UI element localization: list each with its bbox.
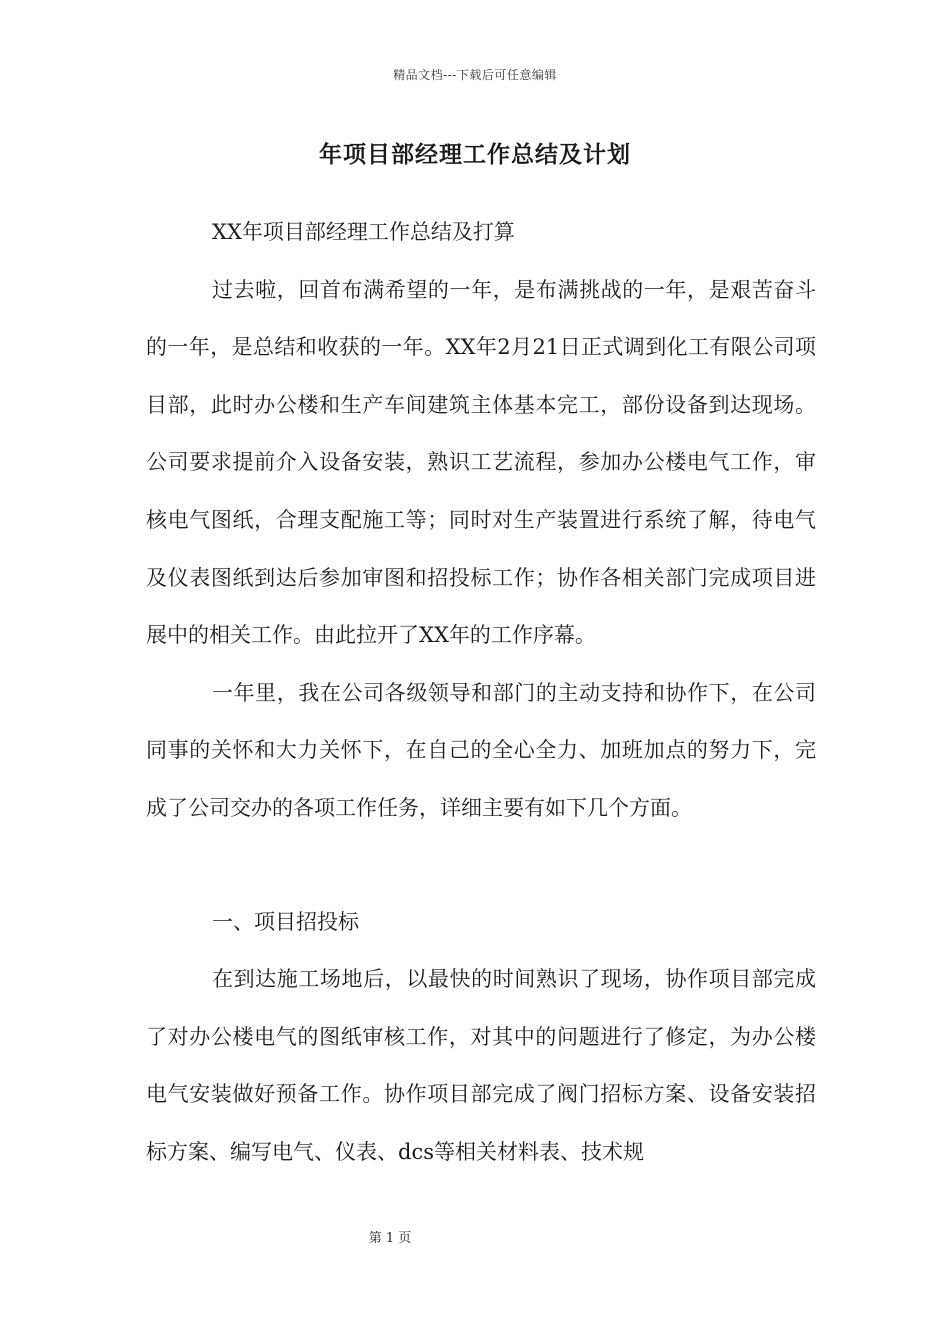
subtitle: XX年项目部经理工作总结及打算: [212, 220, 515, 244]
paragraph-2: 一年里，我在公司各级领导和部门的主动支持和协作下，在公司同事的关怀和大力关怀下，在自己的全心全力、加班加点的努力下，完成了公司交办的各项工作任务，详细主要有如下几个方面。: [146, 680, 816, 820]
document-title: 年项目部经理工作总结及计划: [319, 141, 631, 168]
paragraph-spacer: [146, 838, 816, 894]
section-paragraph: 在到达施工场地后，以最快的时间熟识了现场，协作项目部完成了对办公楼电气的图纸审核工作，对其中的问题进行了修定，为办公楼电气安装做好预备工作。协作项目部完成了阀门招标方案、设备安装招标方案、编写电气、仪表、dcs等相关材料表、技术规: [146, 967, 816, 1164]
page-header: 精品文档---下载后可任意编辑: [393, 68, 557, 82]
section-heading: 一、项目招投标: [212, 909, 359, 934]
page-number: 第 1 页: [368, 1231, 412, 1246]
document-body: [146, 204, 816, 1182]
paragraph-1: 过去啦，回首布满希望的一年，是布满挑战的一年，是艰苦奋斗的一年，是总结和收获的一年。XX年2月21日正式调到化工有限公司项目部，此时办公楼和生产车间建筑主体基本完工，部份设备到达现场。公司要求提前介入设备安装，熟识工艺流程，参加办公楼电气工作，审核电气图纸，合理支配施工等；同时对生产装置进行系统了解，待电气及仪表图纸到达后参加审图和招投标工作；协作各相关部门完成项目进展中的相关工作。由此拉开了XX年的工作序幕。: [146, 277, 816, 648]
